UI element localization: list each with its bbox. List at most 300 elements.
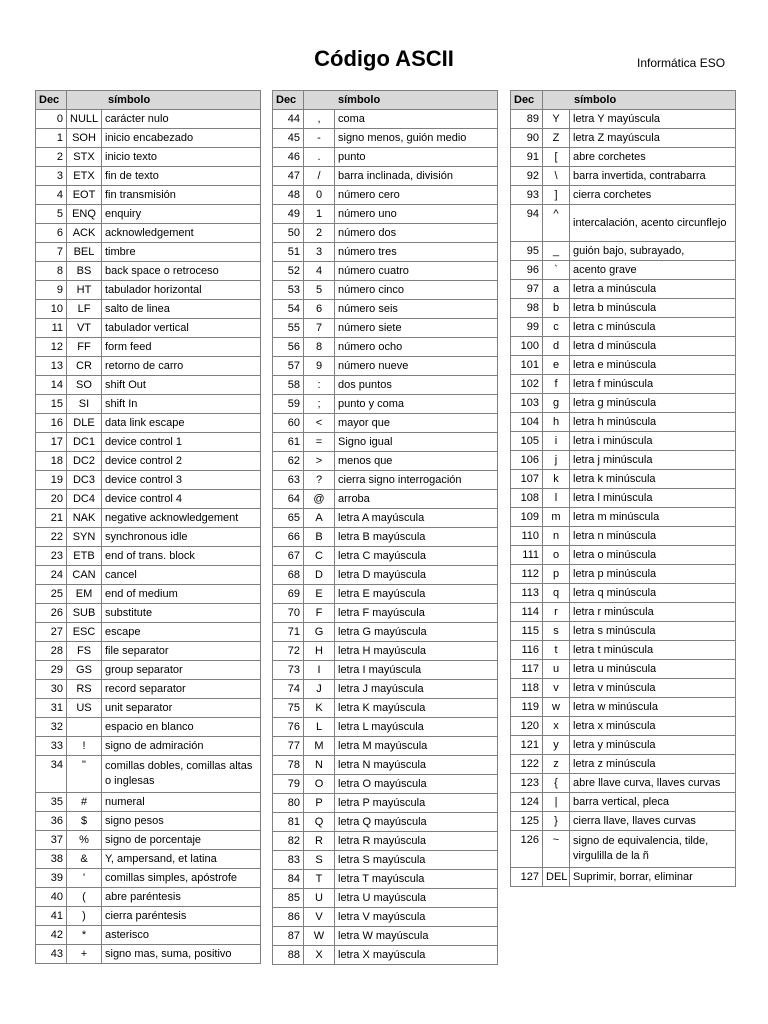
dec-cell: 54 [273,300,304,319]
dec-cell: 114 [511,603,543,622]
description-cell: número cuatro [335,262,498,281]
dec-cell: 62 [273,452,304,471]
symbol-cell: W [304,927,335,946]
description-cell: group separator [102,661,261,680]
dec-cell: 41 [36,907,67,926]
dec-cell: 121 [511,736,543,755]
symbol-cell: G [304,623,335,642]
description-cell: abre corchetes [570,148,736,167]
dec-cell: 8 [36,262,67,281]
dec-cell: 43 [36,945,67,964]
symbol-cell: VT [67,319,102,338]
dec-cell: 71 [273,623,304,642]
dec-cell: 29 [36,661,67,680]
symbol-cell: BS [67,262,102,281]
symbol-cell: SI [67,395,102,414]
table-row [36,907,261,926]
dec-cell: 98 [511,299,543,318]
description-cell: letra v minúscula [570,679,736,698]
table-row [273,756,498,775]
description-cell: escape [102,623,261,642]
description-cell: letra u minúscula [570,660,736,679]
table-row [273,604,498,623]
symbol-cell: CR [67,357,102,376]
table-row [511,129,736,148]
symbol-cell: ~ [543,831,570,868]
table-row [511,110,736,129]
symbol-cell: p [543,565,570,584]
description-cell: letra q minúscula [570,584,736,603]
dec-cell: 113 [511,584,543,603]
symbol-cell: ^ [543,205,570,242]
symbol-cell: u [543,660,570,679]
description-cell: letra e minúscula [570,356,736,375]
description-cell: inicio texto [102,148,261,167]
dec-cell: 35 [36,793,67,812]
table-row [36,831,261,850]
symbol-cell: HT [67,281,102,300]
dec-cell: 118 [511,679,543,698]
description-cell: letra o minúscula [570,546,736,565]
dec-cell: 44 [273,110,304,129]
table-row [36,850,261,869]
description-cell: número uno [335,205,498,224]
description-cell: end of medium [102,585,261,604]
symbol-cell: ENQ [67,205,102,224]
table-row [511,470,736,489]
description-cell: letra O mayúscula [335,775,498,794]
table-row [273,376,498,395]
dec-cell: 96 [511,261,543,280]
description-cell: letra k minúscula [570,470,736,489]
dec-cell: 116 [511,641,543,660]
description-cell: Suprimir, borrar, eliminar [570,868,736,887]
dec-header: Dec [511,91,543,110]
description-cell: retorno de carro [102,357,261,376]
description-cell: form feed [102,338,261,357]
symbol-cell: P [304,794,335,813]
symbol-cell: | [543,793,570,812]
symbol-cell: n [543,527,570,546]
symbol-cell: I [304,661,335,680]
dec-cell: 32 [36,718,67,737]
table-row [36,585,261,604]
description-cell: barra vertical, pleca [570,793,736,812]
dec-cell: 18 [36,452,67,471]
dec-cell: 105 [511,432,543,451]
symbol-cell: e [543,356,570,375]
symbol-cell: m [543,508,570,527]
description-cell: back space o retroceso [102,262,261,281]
symbol-cell: ) [67,907,102,926]
table-row [36,812,261,831]
table-row [273,110,498,129]
description-cell: número nueve [335,357,498,376]
description-cell: letra I mayúscula [335,661,498,680]
description-cell: barra inclinada, división [335,167,498,186]
description-cell: asterisco [102,926,261,945]
dec-cell: 48 [273,186,304,205]
dec-cell: 66 [273,528,304,547]
symbol-cell: ` [543,261,570,280]
description-cell: letra g minúscula [570,394,736,413]
symbol-cell: 7 [304,319,335,338]
table-row [273,946,498,965]
table-row [273,642,498,661]
table-row [36,888,261,907]
table-row [273,395,498,414]
description-cell: letra s minúscula [570,622,736,641]
table-row [273,680,498,699]
table-row [273,300,498,319]
symbol-cell: ( [67,888,102,907]
description-cell: intercalación, acento circunflejo [570,205,736,242]
table-row [511,205,736,242]
dec-cell: 92 [511,167,543,186]
table-row [36,110,261,129]
description-cell: Y, ampersand, et latina [102,850,261,869]
symbol-cell: # [67,793,102,812]
symbol-cell: v [543,679,570,698]
table-row [273,737,498,756]
dec-cell: 65 [273,509,304,528]
description-cell: número ocho [335,338,498,357]
table-row [511,186,736,205]
table-row [511,831,736,868]
dec-cell: 89 [511,110,543,129]
dec-cell: 119 [511,698,543,717]
dec-cell: 7 [36,243,67,262]
dec-cell: 69 [273,585,304,604]
description-cell: file separator [102,642,261,661]
description-cell: número dos [335,224,498,243]
symbol-cell: ] [543,186,570,205]
dec-cell: 103 [511,394,543,413]
symbol-cell: Z [543,129,570,148]
table-row [511,546,736,565]
symbol-cell: / [304,167,335,186]
dec-cell: 79 [273,775,304,794]
dec-cell: 11 [36,319,67,338]
description-cell: letra E mayúscula [335,585,498,604]
description-cell: letra m minúscula [570,508,736,527]
symbol-cell: F [304,604,335,623]
symbol-cell: * [67,926,102,945]
symbol-cell: 5 [304,281,335,300]
symbol-cell: y [543,736,570,755]
ascii-table-2 [272,90,498,965]
dec-cell: 97 [511,280,543,299]
symbol-cell: NAK [67,509,102,528]
symbol-cell: K [304,699,335,718]
table-row [36,566,261,585]
symbol-cell: CAN [67,566,102,585]
dec-cell: 68 [273,566,304,585]
description-cell: unit separator [102,699,261,718]
description-cell: letra d minúscula [570,337,736,356]
description-cell: letra U mayúscula [335,889,498,908]
table-row [36,205,261,224]
description-cell: end of trans. block [102,547,261,566]
symbol-cell: NULL [67,110,102,129]
description-cell: device control 1 [102,433,261,452]
dec-cell: 60 [273,414,304,433]
description-cell: letra a minúscula [570,280,736,299]
symbol-cell: \ [543,167,570,186]
description-cell: letra A mayúscula [335,509,498,528]
symbol-cell: ' [67,869,102,888]
symbol-cell: US [67,699,102,718]
table-row [273,167,498,186]
table-row [273,870,498,889]
dec-cell: 26 [36,604,67,623]
dec-cell: 12 [36,338,67,357]
dec-cell: 107 [511,470,543,489]
symbol-cell: ESC [67,623,102,642]
description-cell: shift In [102,395,261,414]
table-row [511,451,736,470]
dec-cell: 39 [36,869,67,888]
dec-cell: 81 [273,813,304,832]
symbol-cell: O [304,775,335,794]
symbol-cell: 4 [304,262,335,281]
dec-cell: 42 [36,926,67,945]
table-row [36,262,261,281]
symbol-cell: V [304,908,335,927]
table-row [511,641,736,660]
table-row [273,566,498,585]
description-cell: numeral [102,793,261,812]
table-row [36,680,261,699]
description-cell: acento grave [570,261,736,280]
description-cell: tabulador vertical [102,319,261,338]
description-cell: signo de admiración [102,737,261,756]
dec-cell: 102 [511,375,543,394]
symbol-cell: DC4 [67,490,102,509]
symbol-cell: H [304,642,335,661]
symbol-cell: " [67,756,102,793]
table-row [511,432,736,451]
description-cell: número cinco [335,281,498,300]
dec-cell: 3 [36,167,67,186]
symbol-cell: 9 [304,357,335,376]
table-row [273,775,498,794]
table-row [36,509,261,528]
dec-cell: 101 [511,356,543,375]
symbol-cell: { [543,774,570,793]
symbol-cell: DLE [67,414,102,433]
description-cell: substitute [102,604,261,623]
symbol-cell: - [304,129,335,148]
description-cell: letra C mayúscula [335,547,498,566]
description-cell: letra M mayúscula [335,737,498,756]
description-cell: signo de porcentaje [102,831,261,850]
table-row [273,794,498,813]
dec-cell: 5 [36,205,67,224]
description-cell: device control 2 [102,452,261,471]
table-row [273,509,498,528]
table-row [273,851,498,870]
symbol-cell: } [543,812,570,831]
table-row [511,148,736,167]
table-row [273,186,498,205]
table-row [511,337,736,356]
description-cell: letra T mayúscula [335,870,498,889]
table-row [36,129,261,148]
table-row [36,243,261,262]
table-row [36,167,261,186]
description-cell: coma [335,110,498,129]
symbol-cell: : [304,376,335,395]
dec-header: Dec [36,91,67,110]
dec-cell: 0 [36,110,67,129]
table-row [36,471,261,490]
dec-cell: 19 [36,471,67,490]
table-row [36,547,261,566]
symbol-cell: ACK [67,224,102,243]
description-cell: device control 4 [102,490,261,509]
symbol-cell: A [304,509,335,528]
symbol-cell: c [543,318,570,337]
symbol-cell: s [543,622,570,641]
dec-cell: 33 [36,737,67,756]
table-row [273,661,498,680]
ascii-table-3 [510,90,736,887]
table-row [36,357,261,376]
symbol-cell: ! [67,737,102,756]
description-cell: letra R mayúscula [335,832,498,851]
symbol-header: símbolo [67,91,261,110]
table-row [273,319,498,338]
symbol-cell: R [304,832,335,851]
table-row [36,642,261,661]
table-row [36,718,261,737]
dec-cell: 40 [36,888,67,907]
table-row [273,908,498,927]
table-row [273,205,498,224]
symbol-cell: . [304,148,335,167]
symbol-cell: 0 [304,186,335,205]
symbol-cell: LF [67,300,102,319]
symbol-cell: f [543,375,570,394]
description-cell: número seis [335,300,498,319]
symbol-cell: DC3 [67,471,102,490]
dec-cell: 56 [273,338,304,357]
symbol-cell: j [543,451,570,470]
description-cell: tabulador horizontal [102,281,261,300]
table-row [36,281,261,300]
description-cell: arroba [335,490,498,509]
symbol-cell: b [543,299,570,318]
table-row [511,318,736,337]
table-row [36,756,261,793]
symbol-cell: GS [67,661,102,680]
table-row [36,699,261,718]
description-cell: letra i minúscula [570,432,736,451]
table-row [511,698,736,717]
table-row [511,375,736,394]
dec-cell: 108 [511,489,543,508]
dec-cell: 75 [273,699,304,718]
table-row [511,622,736,641]
table-row [511,261,736,280]
table-row [36,945,261,964]
table-row [511,755,736,774]
description-cell: letra X mayúscula [335,946,498,965]
description-cell: record separator [102,680,261,699]
symbol-cell: E [304,585,335,604]
table-row [511,356,736,375]
table-row [511,717,736,736]
dec-cell: 111 [511,546,543,565]
symbol-cell: 1 [304,205,335,224]
symbol-cell: ETX [67,167,102,186]
description-cell: timbre [102,243,261,262]
symbol-cell: N [304,756,335,775]
symbol-cell: D [304,566,335,585]
table-row [36,414,261,433]
dec-cell: 4 [36,186,67,205]
table-row [273,224,498,243]
symbol-cell: = [304,433,335,452]
table-row [273,927,498,946]
description-cell: letra y minúscula [570,736,736,755]
symbol-cell: i [543,432,570,451]
dec-cell: 94 [511,205,543,242]
dec-cell: 47 [273,167,304,186]
symbol-cell: SOH [67,129,102,148]
dec-cell: 50 [273,224,304,243]
dec-cell: 83 [273,851,304,870]
table-row [511,242,736,261]
table-row [511,584,736,603]
symbol-cell [67,718,102,737]
description-cell: letra W mayúscula [335,927,498,946]
description-cell: letra b minúscula [570,299,736,318]
dec-cell: 117 [511,660,543,679]
table-row [36,148,261,167]
dec-cell: 74 [273,680,304,699]
symbol-cell: _ [543,242,570,261]
symbol-cell: DC2 [67,452,102,471]
page-title: Código ASCII [314,46,454,71]
symbol-cell: ; [304,395,335,414]
table-row [511,299,736,318]
description-cell: letra Y mayúscula [570,110,736,129]
description-cell: letra p minúscula [570,565,736,584]
description-cell: comillas simples, apóstrofe [102,869,261,888]
description-cell: menos que [335,452,498,471]
table-row [36,452,261,471]
description-cell: data link escape [102,414,261,433]
dec-cell: 104 [511,413,543,432]
table-row [273,281,498,300]
description-cell: signo mas, suma, positivo [102,945,261,964]
dec-cell: 87 [273,927,304,946]
description-cell: cierra paréntesis [102,907,261,926]
description-cell: letra S mayúscula [335,851,498,870]
description-cell: letra n minúscula [570,527,736,546]
symbol-header: símbolo [304,91,498,110]
table-row [36,528,261,547]
dec-cell: 36 [36,812,67,831]
symbol-cell: + [67,945,102,964]
dec-cell: 34 [36,756,67,793]
table-row [36,661,261,680]
dec-header: Dec [273,91,304,110]
table-row [511,660,736,679]
dec-cell: 67 [273,547,304,566]
